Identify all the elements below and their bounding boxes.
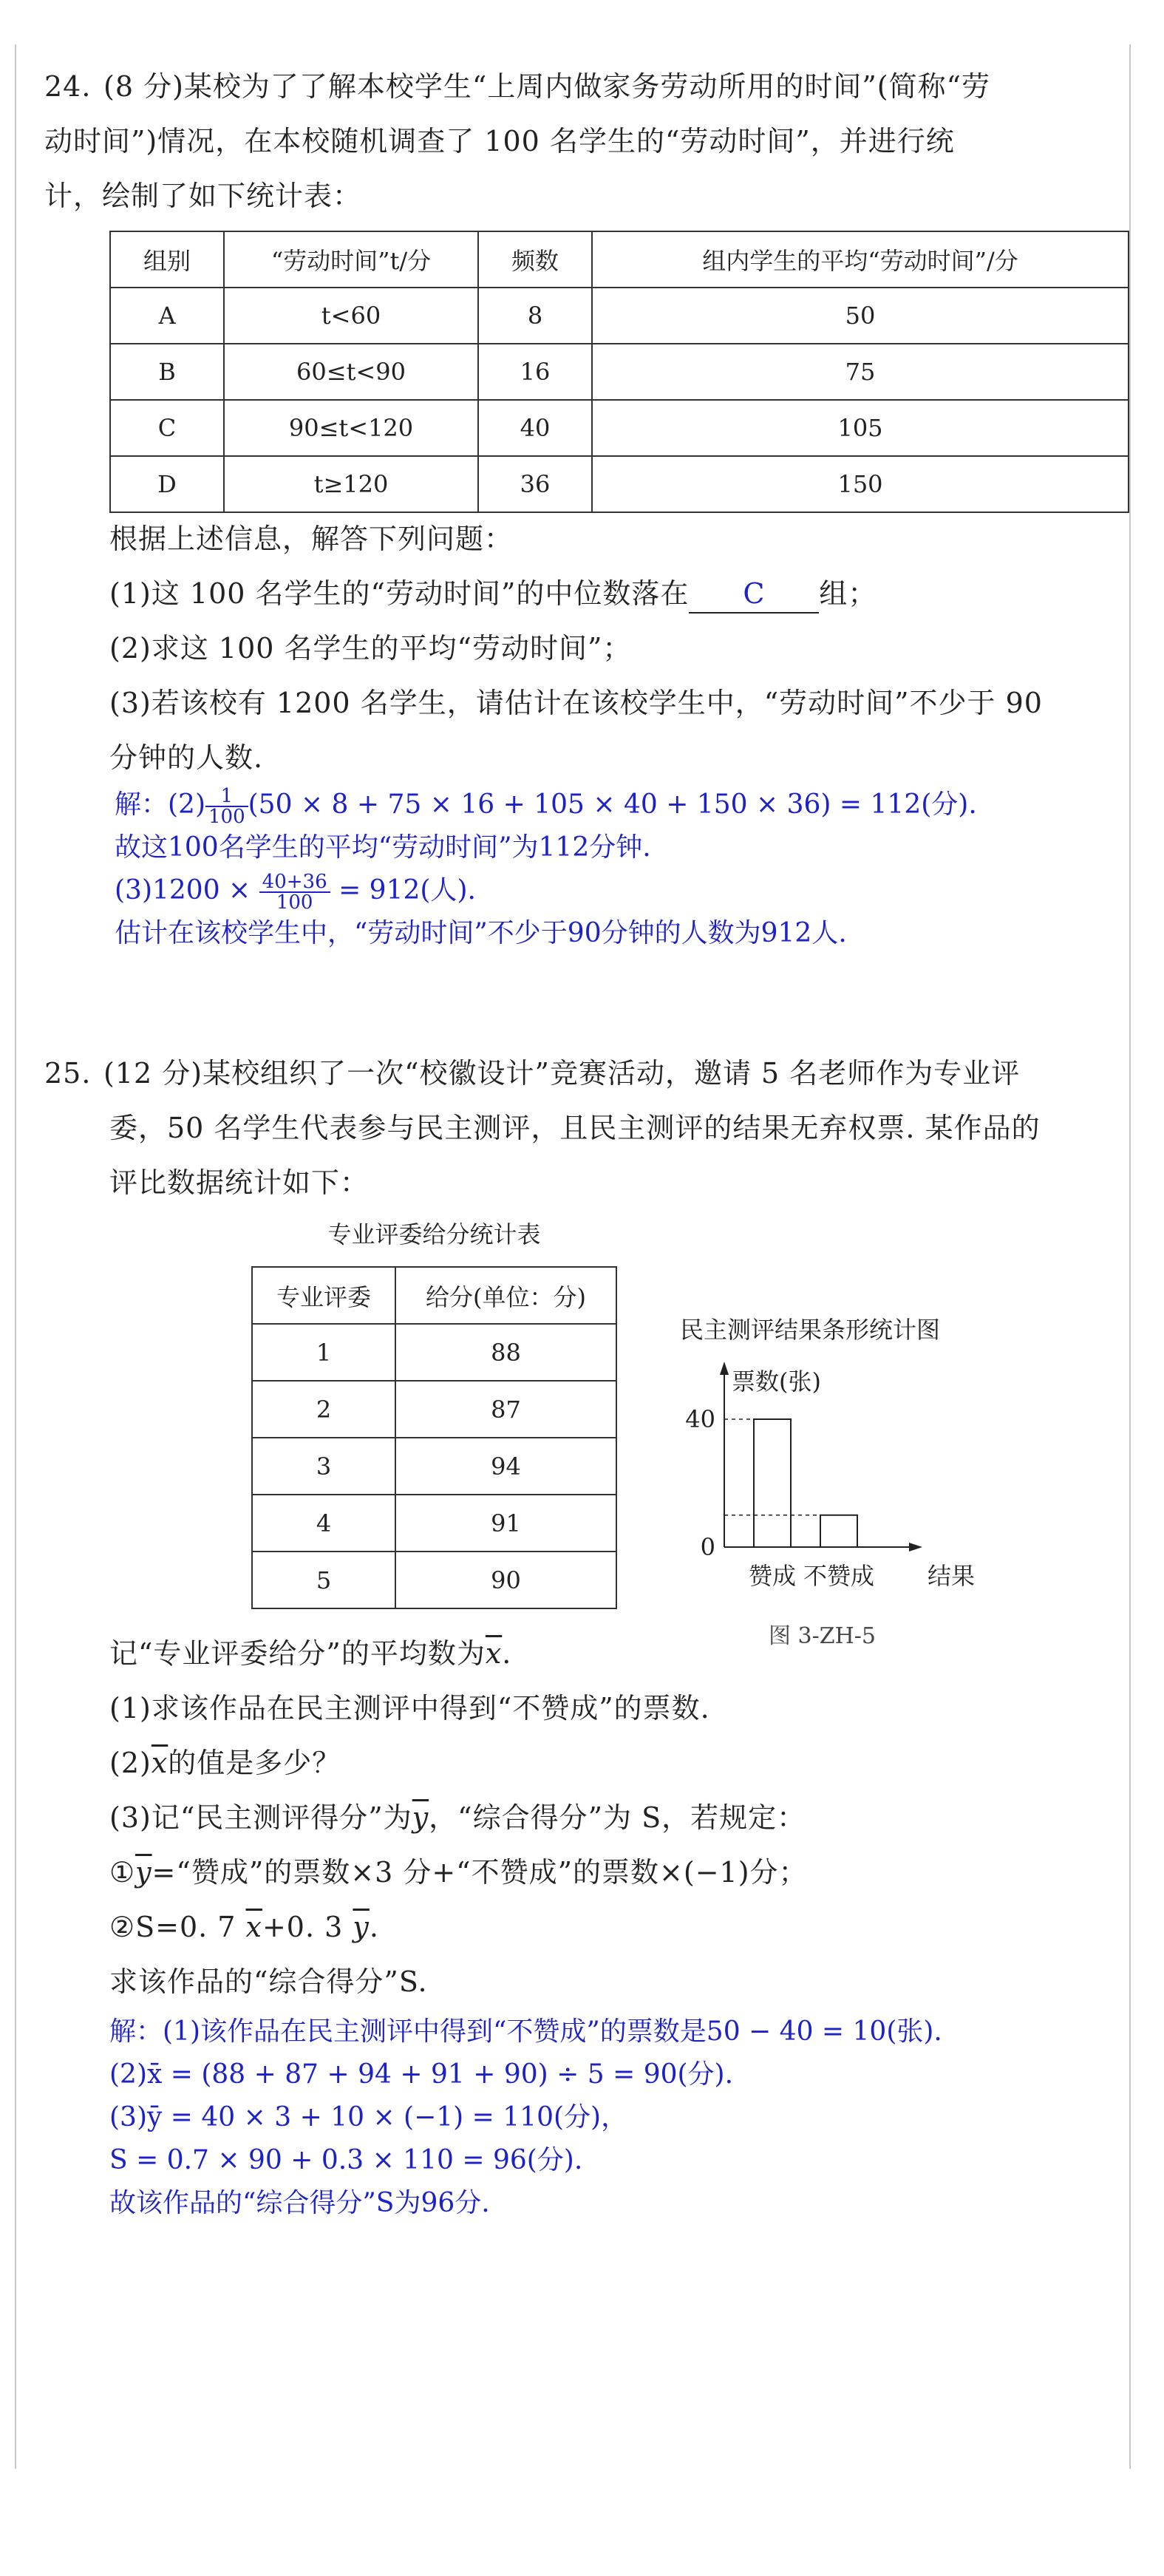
table-cell: 90 (395, 1552, 616, 1608)
table-row (252, 1438, 616, 1495)
table-row (252, 1324, 616, 1381)
table-header-cell: 给分(单位：分) (395, 1267, 616, 1324)
q25-stem-line3: 评比数据统计如下： (109, 1166, 370, 1199)
q25-table-title: 专业评委给分统计表 (327, 1220, 541, 1248)
table-cell: C (110, 400, 224, 456)
q25-solution-line1: 解：(1)该作品在民主测评中得到“不赞成”的票数是50 − 40 = 10(张). (109, 2016, 942, 2047)
table-cell: 16 (478, 344, 592, 400)
table-cell: 88 (395, 1324, 616, 1381)
fraction-denominator: 100 (276, 891, 313, 914)
table-header-cell: 组内学生的平均“劳动时间”/分 (592, 231, 1129, 288)
q24-stem-line1 (44, 59, 1123, 114)
q25-rule2-pre: ②S=0. 7 (109, 1911, 246, 1943)
q25-sub3-pre: (3)记“民主测评得分”为 (109, 1801, 412, 1834)
q24-sub1-answer-blank: C (689, 575, 819, 614)
table-cell: 90≤t<120 (224, 400, 478, 456)
q24-sub1-suffix: 组； (819, 577, 877, 610)
q25-stem-text1: (12 分)某校组织了一次“校徽设计”竞赛活动，邀请 5 名老师作为专业评 (103, 1057, 1021, 1090)
table-cell: B (110, 344, 224, 400)
chart-title: 民主测评结果条形统计图 (680, 1316, 941, 1344)
chart-y-axis-label: 票数(张) (732, 1367, 821, 1396)
chart-y-tick-label: 40 (685, 1405, 715, 1433)
chart-y-tick-label: 0 (700, 1533, 715, 1561)
q24-solution-line3-pre: (3)1200 × (115, 875, 251, 905)
q25-sub2 (109, 1736, 1129, 1790)
q25-sub2-pre: (2) (109, 1747, 152, 1779)
table-cell: 150 (592, 456, 1129, 512)
figure-caption: 图 3-ZH-5 (769, 1623, 876, 1649)
q25-subquestions (109, 1626, 1129, 2009)
fraction (259, 872, 330, 912)
q24-solution-line3 (115, 869, 1127, 912)
q25-rule2-post: . (369, 1911, 379, 1943)
fraction-denominator: 100 (208, 806, 245, 828)
table-row (252, 1495, 616, 1552)
table-header-row (252, 1267, 616, 1324)
q24-sub1 (109, 566, 1129, 621)
table-cell: 91 (395, 1495, 616, 1552)
table-header-row (110, 231, 1129, 288)
q24-stem-text1: (8 分)某校为了了解本校学生“上周内做家务劳动所用的时间”(简称“劳 (103, 70, 991, 103)
q25-solution-line5: 故该作品的“综合得分”S为96分. (109, 2188, 490, 2218)
table-header-cell: 组别 (110, 231, 224, 288)
q25-rule1-pre: ① (109, 1856, 136, 1889)
q25-note-end: . (502, 1637, 512, 1670)
q25-note (109, 1626, 1129, 1681)
chart-bar-0 (754, 1419, 791, 1547)
table-row (110, 344, 1129, 400)
table-cell: 1 (252, 1324, 395, 1381)
q25-score-table (251, 1266, 617, 1609)
q25-sub1: (1)求该作品在民主测评中得到“不赞成”的票数. (109, 1692, 710, 1724)
q25-rule1 (109, 1845, 1129, 1900)
chart-category-label: 不赞成 (803, 1562, 875, 1590)
y-bar-symbol: $\overline{y}$ (135, 1856, 152, 1889)
q24-stem-line2: 动时间”)情况，在本校随机调查了 100 名学生的“劳动时间”，并进行统 (44, 125, 955, 157)
table-cell: A (110, 288, 224, 344)
table-cell: 3 (252, 1438, 395, 1495)
q25-stem-line1 (44, 1046, 1123, 1101)
q24-stem-line3: 计，绘制了如下统计表： (44, 180, 362, 212)
q24-sub2: (2)求这 100 名学生的平均“劳动时间”； (109, 632, 632, 665)
table-cell: 50 (592, 288, 1129, 344)
x-bar-symbol: $\overline{x}$ (245, 1911, 262, 1943)
q25-solution-line2: (2)x̄ = (88 + 87 + 94 + 91 + 90) ÷ 5 = 90(分). (109, 2059, 734, 2090)
q25-rule1-post: =“赞成”的票数×3 分+“不赞成”的票数×(−1)分； (152, 1856, 808, 1889)
table-row (252, 1381, 616, 1438)
chart-y-axis-arrow (720, 1362, 729, 1375)
table-header-cell: 频数 (478, 231, 592, 288)
table-cell: 5 (252, 1552, 395, 1608)
q25-sub2-post: 的值是多少？ (168, 1747, 341, 1779)
table-cell: D (110, 456, 224, 512)
table-cell: 4 (252, 1495, 395, 1552)
q25-solution-line3: (3)ȳ = 40 × 3 + 10 × (−1) = 110(分)， (109, 2102, 628, 2132)
q24-solution-line1 (115, 784, 1127, 826)
q25-solution (109, 2011, 1129, 2225)
table-cell: t<60 (224, 288, 478, 344)
table-cell: 60≤t<90 (224, 344, 478, 400)
chart-x-axis-label: 结果 (928, 1562, 976, 1590)
x-bar-symbol: $\overline{x}$ (485, 1637, 503, 1670)
table-row (252, 1552, 616, 1608)
q25-sub3 (109, 1790, 1129, 1845)
table-cell: 87 (395, 1381, 616, 1438)
chart-bar-1 (820, 1515, 857, 1547)
q24-solution-line4: 估计在该校学生中，“劳动时间”不少于90分钟的人数为912人. (115, 918, 847, 948)
y-bar-symbol: $\overline{y}$ (412, 1801, 429, 1834)
chart-category-label: 赞成 (748, 1562, 797, 1590)
q25-stem-line2: 委，50 名学生代表参与民主测评，且民主测评的结果无弃权票. 某作品的 (109, 1112, 1041, 1144)
fraction-numerator: 1 (205, 786, 248, 807)
table-cell: 94 (395, 1438, 616, 1495)
question-25 (44, 1046, 1123, 1210)
table-cell: 105 (592, 400, 1129, 456)
fraction (205, 786, 248, 826)
q25-ask: 求该作品的“综合得分”S. (109, 1965, 428, 1998)
table-header-cell: “劳动时间”t/分 (224, 231, 478, 288)
question-24 (44, 59, 1123, 223)
x-bar-symbol: $\overline{x}$ (151, 1747, 169, 1779)
table-row (110, 456, 1129, 512)
q24-sub1-text: (1)这 100 名学生的“劳动时间”的中位数落在 (109, 577, 690, 610)
q24-solution-line2: 故这100名学生的平均“劳动时间”为112分钟. (115, 832, 651, 863)
y-bar-symbol: $\overline{y}$ (353, 1911, 370, 1943)
q25-sub3-post: ，“综合得分”为 S，若规定： (429, 1801, 806, 1834)
table-cell: 75 (592, 344, 1129, 400)
q25-solution-line4: S = 0.7 × 90 + 0.3 × 110 = 96(分). (109, 2145, 583, 2175)
q24-solution-prefix: 解：(2) (115, 789, 205, 820)
table-cell: 36 (478, 456, 592, 512)
table-cell: t≥120 (224, 456, 478, 512)
q24-sub3-line2: 分钟的人数. (109, 741, 264, 774)
left-margin-line (15, 44, 16, 2469)
vote-bar-chart (665, 1308, 1049, 1597)
q24-sub3-line1: (3)若该校有 1200 名学生，请估计在该校学生中，“劳动时间”不少于 90 (109, 687, 1043, 719)
table-cell: 40 (478, 400, 592, 456)
q25-rule2-mid: +0. 3 (262, 1911, 353, 1943)
table-cell: 8 (478, 288, 592, 344)
table-row (110, 400, 1129, 456)
q25-number: 25. (44, 1057, 92, 1090)
q24-solution-line3-post: = 912(人). (338, 875, 476, 905)
q24-frequency-table (109, 231, 1129, 513)
q25-note-text: 记“专业评委给分”的平均数为 (109, 1637, 486, 1670)
table-header-cell: 专业评委 (252, 1267, 395, 1324)
right-margin-line (1129, 44, 1131, 2469)
q24-solution (115, 784, 1127, 955)
q24-subquestions (109, 512, 1129, 785)
table-cell: 2 (252, 1381, 395, 1438)
q24-lead: 根据上述信息，解答下列问题： (109, 523, 514, 555)
chart-x-axis-arrow (909, 1543, 922, 1552)
q25-rule2 (109, 1900, 1129, 1954)
table-row (110, 288, 1129, 344)
q24-solution-line1-rest: (50 × 8 + 75 × 16 + 105 × 40 + 150 × 36) = 112(分). (248, 789, 977, 820)
q24-number: 24. (44, 70, 92, 103)
fraction-numerator: 40+36 (259, 872, 330, 893)
